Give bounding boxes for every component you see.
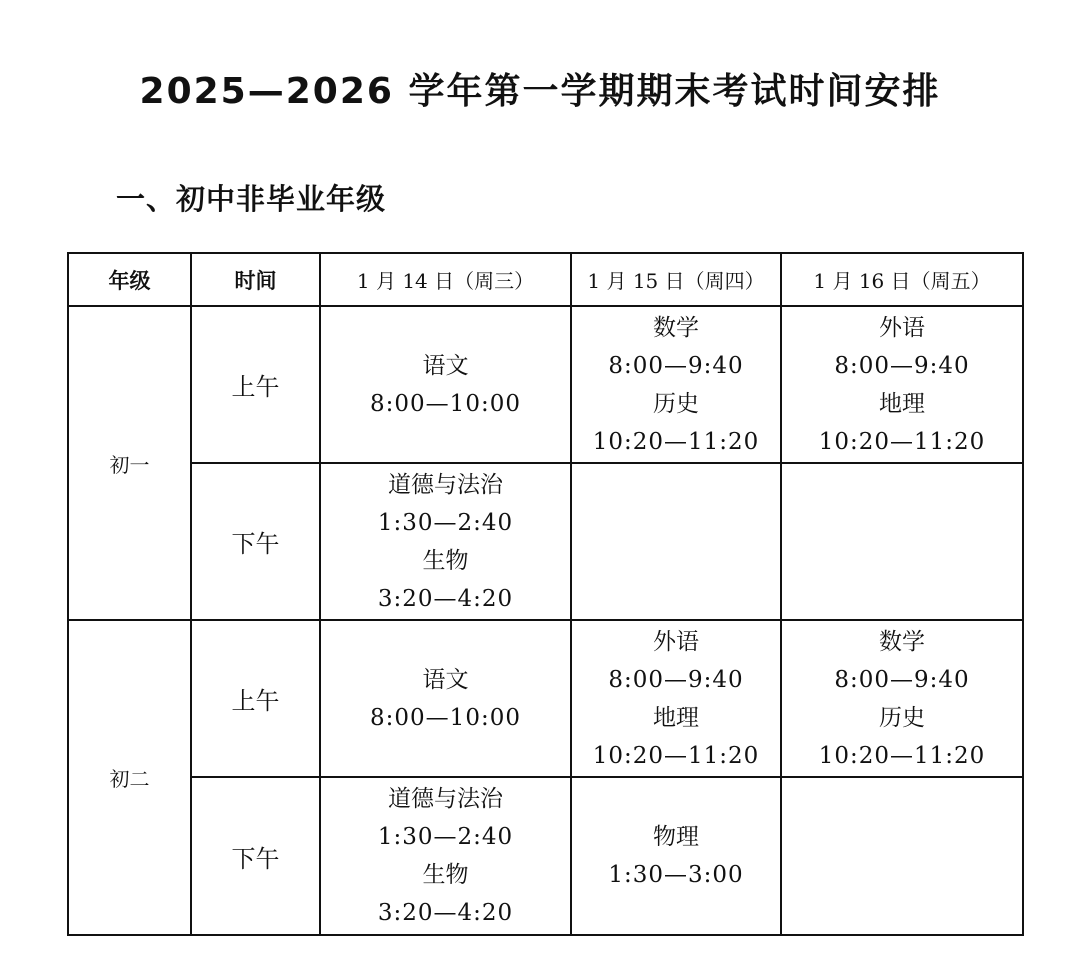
exam-time: 3:20—4:20 bbox=[377, 900, 514, 926]
period-afternoon: 下午 bbox=[191, 777, 320, 935]
header-time: 时间 bbox=[191, 253, 320, 306]
exam-cell bbox=[320, 463, 571, 620]
exam-cell bbox=[571, 306, 781, 463]
document-title: 2025—2026 学年第一学期期末考试时间安排 bbox=[139, 71, 941, 112]
exam-subject: 生物 bbox=[422, 547, 469, 574]
exam-cell bbox=[571, 620, 781, 777]
exam-cell bbox=[781, 620, 1023, 777]
exam-time: 8:00—9:40 bbox=[834, 352, 970, 379]
grade-cell: 初一 bbox=[68, 306, 191, 620]
exam-subject: 生物 bbox=[422, 862, 469, 888]
exam-subject: 外语 bbox=[653, 628, 699, 655]
exam-cell bbox=[781, 463, 1023, 620]
exam-cell bbox=[781, 306, 1023, 463]
exam-time: 3:20—4:20 bbox=[377, 585, 514, 612]
exam-cell bbox=[320, 306, 571, 463]
exam-time: 8:00—9:40 bbox=[608, 352, 744, 379]
exam-time: 8:00—9:40 bbox=[608, 666, 744, 693]
exam-subject: 语文 bbox=[422, 352, 469, 379]
exam-subject: 语文 bbox=[422, 666, 469, 693]
header-grade: 年级 bbox=[68, 253, 191, 306]
exam-time: 1:30—2:40 bbox=[377, 509, 514, 536]
exam-subject: 数学 bbox=[879, 628, 925, 655]
table-row bbox=[68, 463, 1023, 620]
table-row bbox=[68, 777, 1023, 935]
header-day-1: 1 月 14 日（周三） bbox=[320, 253, 571, 306]
exam-subject: 数学 bbox=[653, 314, 699, 341]
exam-time: 10:20—11:20 bbox=[592, 428, 760, 455]
exam-cell bbox=[781, 777, 1023, 935]
table-header-row bbox=[68, 253, 1023, 306]
table-row bbox=[68, 620, 1023, 777]
exam-subject: 历史 bbox=[653, 390, 699, 417]
section-heading: 一、初中非毕业年级 bbox=[116, 182, 387, 216]
exam-subject: 道德与法治 bbox=[388, 786, 503, 812]
exam-subject: 物理 bbox=[653, 824, 699, 850]
exam-cell bbox=[320, 777, 571, 935]
exam-time: 8:00—10:00 bbox=[370, 704, 521, 731]
exam-cell bbox=[571, 777, 781, 935]
header-day-2: 1 月 15 日（周四） bbox=[571, 253, 781, 306]
exam-subject: 历史 bbox=[879, 704, 925, 731]
exam-cell bbox=[320, 620, 571, 777]
grade-cell: 初二 bbox=[68, 620, 191, 935]
exam-time: 10:20—11:20 bbox=[818, 428, 986, 455]
exam-schedule-table bbox=[67, 252, 1024, 936]
exam-time: 1:30—2:40 bbox=[377, 824, 514, 850]
period-afternoon: 下午 bbox=[191, 463, 320, 620]
header-day-3: 1 月 16 日（周五） bbox=[781, 253, 1023, 306]
exam-cell bbox=[571, 463, 781, 620]
period-morning: 上午 bbox=[191, 620, 320, 777]
exam-subject: 外语 bbox=[879, 314, 925, 341]
table-row bbox=[68, 306, 1023, 463]
period-morning: 上午 bbox=[191, 306, 320, 463]
exam-time: 8:00—10:00 bbox=[370, 390, 521, 417]
exam-subject: 地理 bbox=[879, 390, 925, 417]
exam-time: 10:20—11:20 bbox=[592, 742, 760, 769]
exam-subject: 地理 bbox=[653, 704, 699, 731]
exam-subject: 道德与法治 bbox=[388, 471, 503, 498]
exam-time: 8:00—9:40 bbox=[834, 666, 970, 693]
exam-time: 1:30—3:00 bbox=[608, 862, 744, 888]
exam-time: 10:20—11:20 bbox=[818, 742, 986, 769]
